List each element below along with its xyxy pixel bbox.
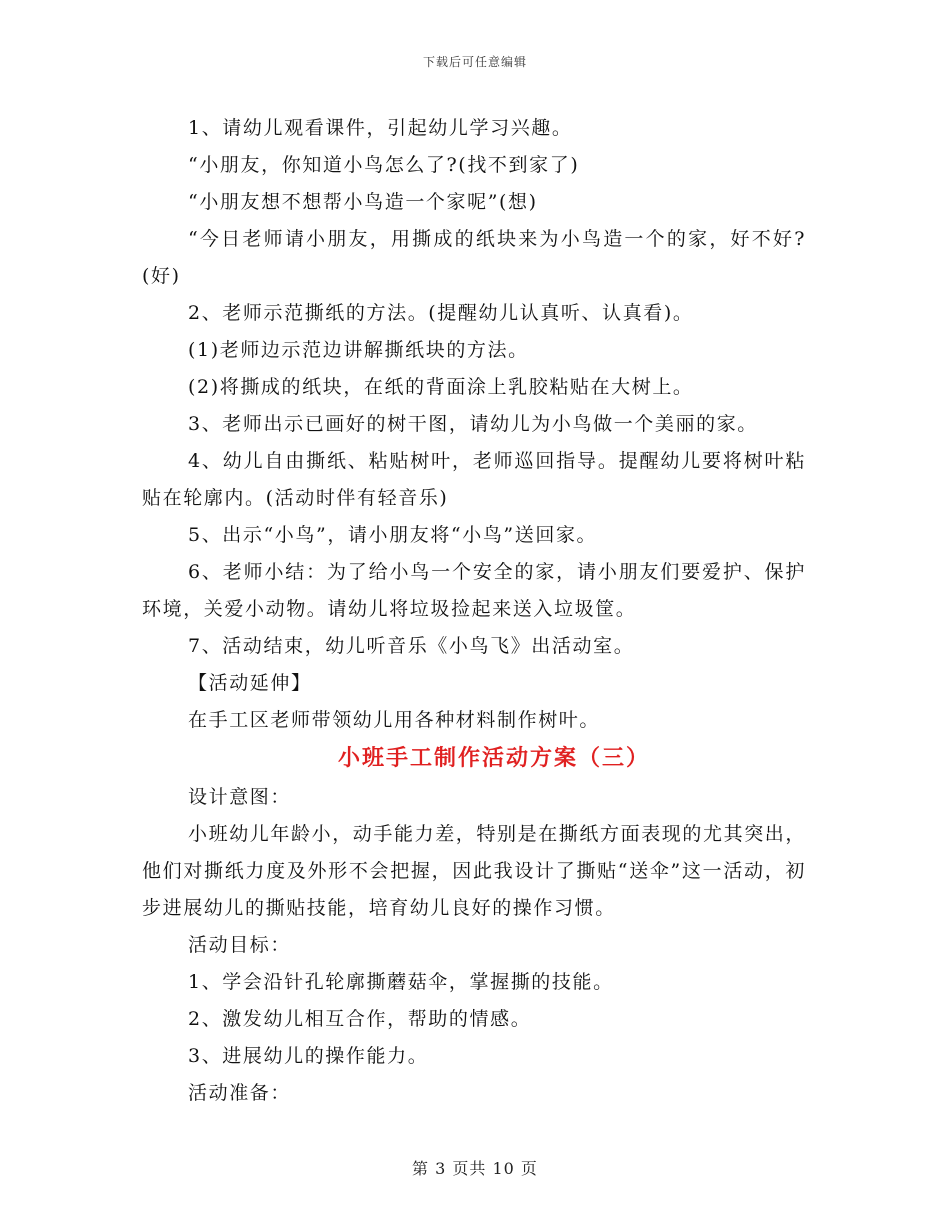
paragraph: 2、老师示范撕纸的方法。(提醒幼儿认真听、认真看)。 <box>188 302 694 324</box>
paragraph: 3、进展幼儿的操作能力。 <box>188 1045 429 1067</box>
paragraph: 3、老师出示已画好的树干图，请幼儿为小鸟做一个美丽的家。 <box>188 413 758 435</box>
paragraph: 活动准备： <box>188 1082 292 1104</box>
page-header-note: 下载后可任意编辑 <box>422 55 527 69</box>
paragraph: 7、活动结束，幼儿听音乐《小鸟飞》出活动室。 <box>188 635 635 657</box>
paragraph: 1、学会沿针孔轮廓撕蘑菇伞，掌握撕的技能。 <box>188 971 614 993</box>
section-title: 小班手工制作活动方案（三） <box>337 746 650 771</box>
paragraph: (1)老师边示范边讲解撕纸块的方法。 <box>188 339 529 361</box>
paragraph: “今日老师请小朋友，用撕成的纸块来为小鸟造一个的家，好不好?(好) <box>142 228 806 287</box>
document-body <box>142 110 806 1112</box>
paragraph: 1、请幼儿观看课件，引起幼儿学习兴趣。 <box>188 117 573 139</box>
paragraph: 6、老师小结：为了给小鸟一个安全的家，请小朋友们要爱护、保护环境，关爱小动物。请幼儿将垃圾捡起来送入垃圾筐。 <box>142 561 806 620</box>
paragraph: 活动目标： <box>188 934 292 956</box>
paragraph: “小朋友，你知道小鸟怎么了?(找不到家了) <box>188 154 580 176</box>
paragraph: (2)将撕成的纸块，在纸的背面涂上乳胶粘贴在大树上。 <box>188 376 694 398</box>
paragraph: 4、幼儿自由撕纸、粘贴树叶，老师巡回指导。提醒幼儿要将树叶粘贴在轮廓内。(活动时伴有轻音乐) <box>142 450 806 509</box>
paragraph: 5、出示“小鸟”，请小朋友将“小鸟”送回家。 <box>188 524 598 546</box>
page-number: 第 3 页共 10 页 <box>412 1159 538 1178</box>
paragraph: 2、激发幼儿相互合作，帮助的情感。 <box>188 1008 532 1030</box>
paragraph: 小班幼儿年龄小，动手能力差，特别是在撕纸方面表现的尤其突出，他们对撕纸力度及外形不会把握，因此我设计了撕贴“送伞”这一活动，初步进展幼儿的撕贴技能，培育幼儿良好的操作习惯。 <box>142 823 807 919</box>
paragraph: 设计意图： <box>188 786 292 808</box>
paragraph: “小朋友想不想帮小鸟造一个家呢”(想) <box>188 191 538 213</box>
section-subheading: 【活动延伸】 <box>188 672 312 694</box>
paragraph: 在手工区老师带领幼儿用各种材料制作树叶。 <box>188 709 601 731</box>
